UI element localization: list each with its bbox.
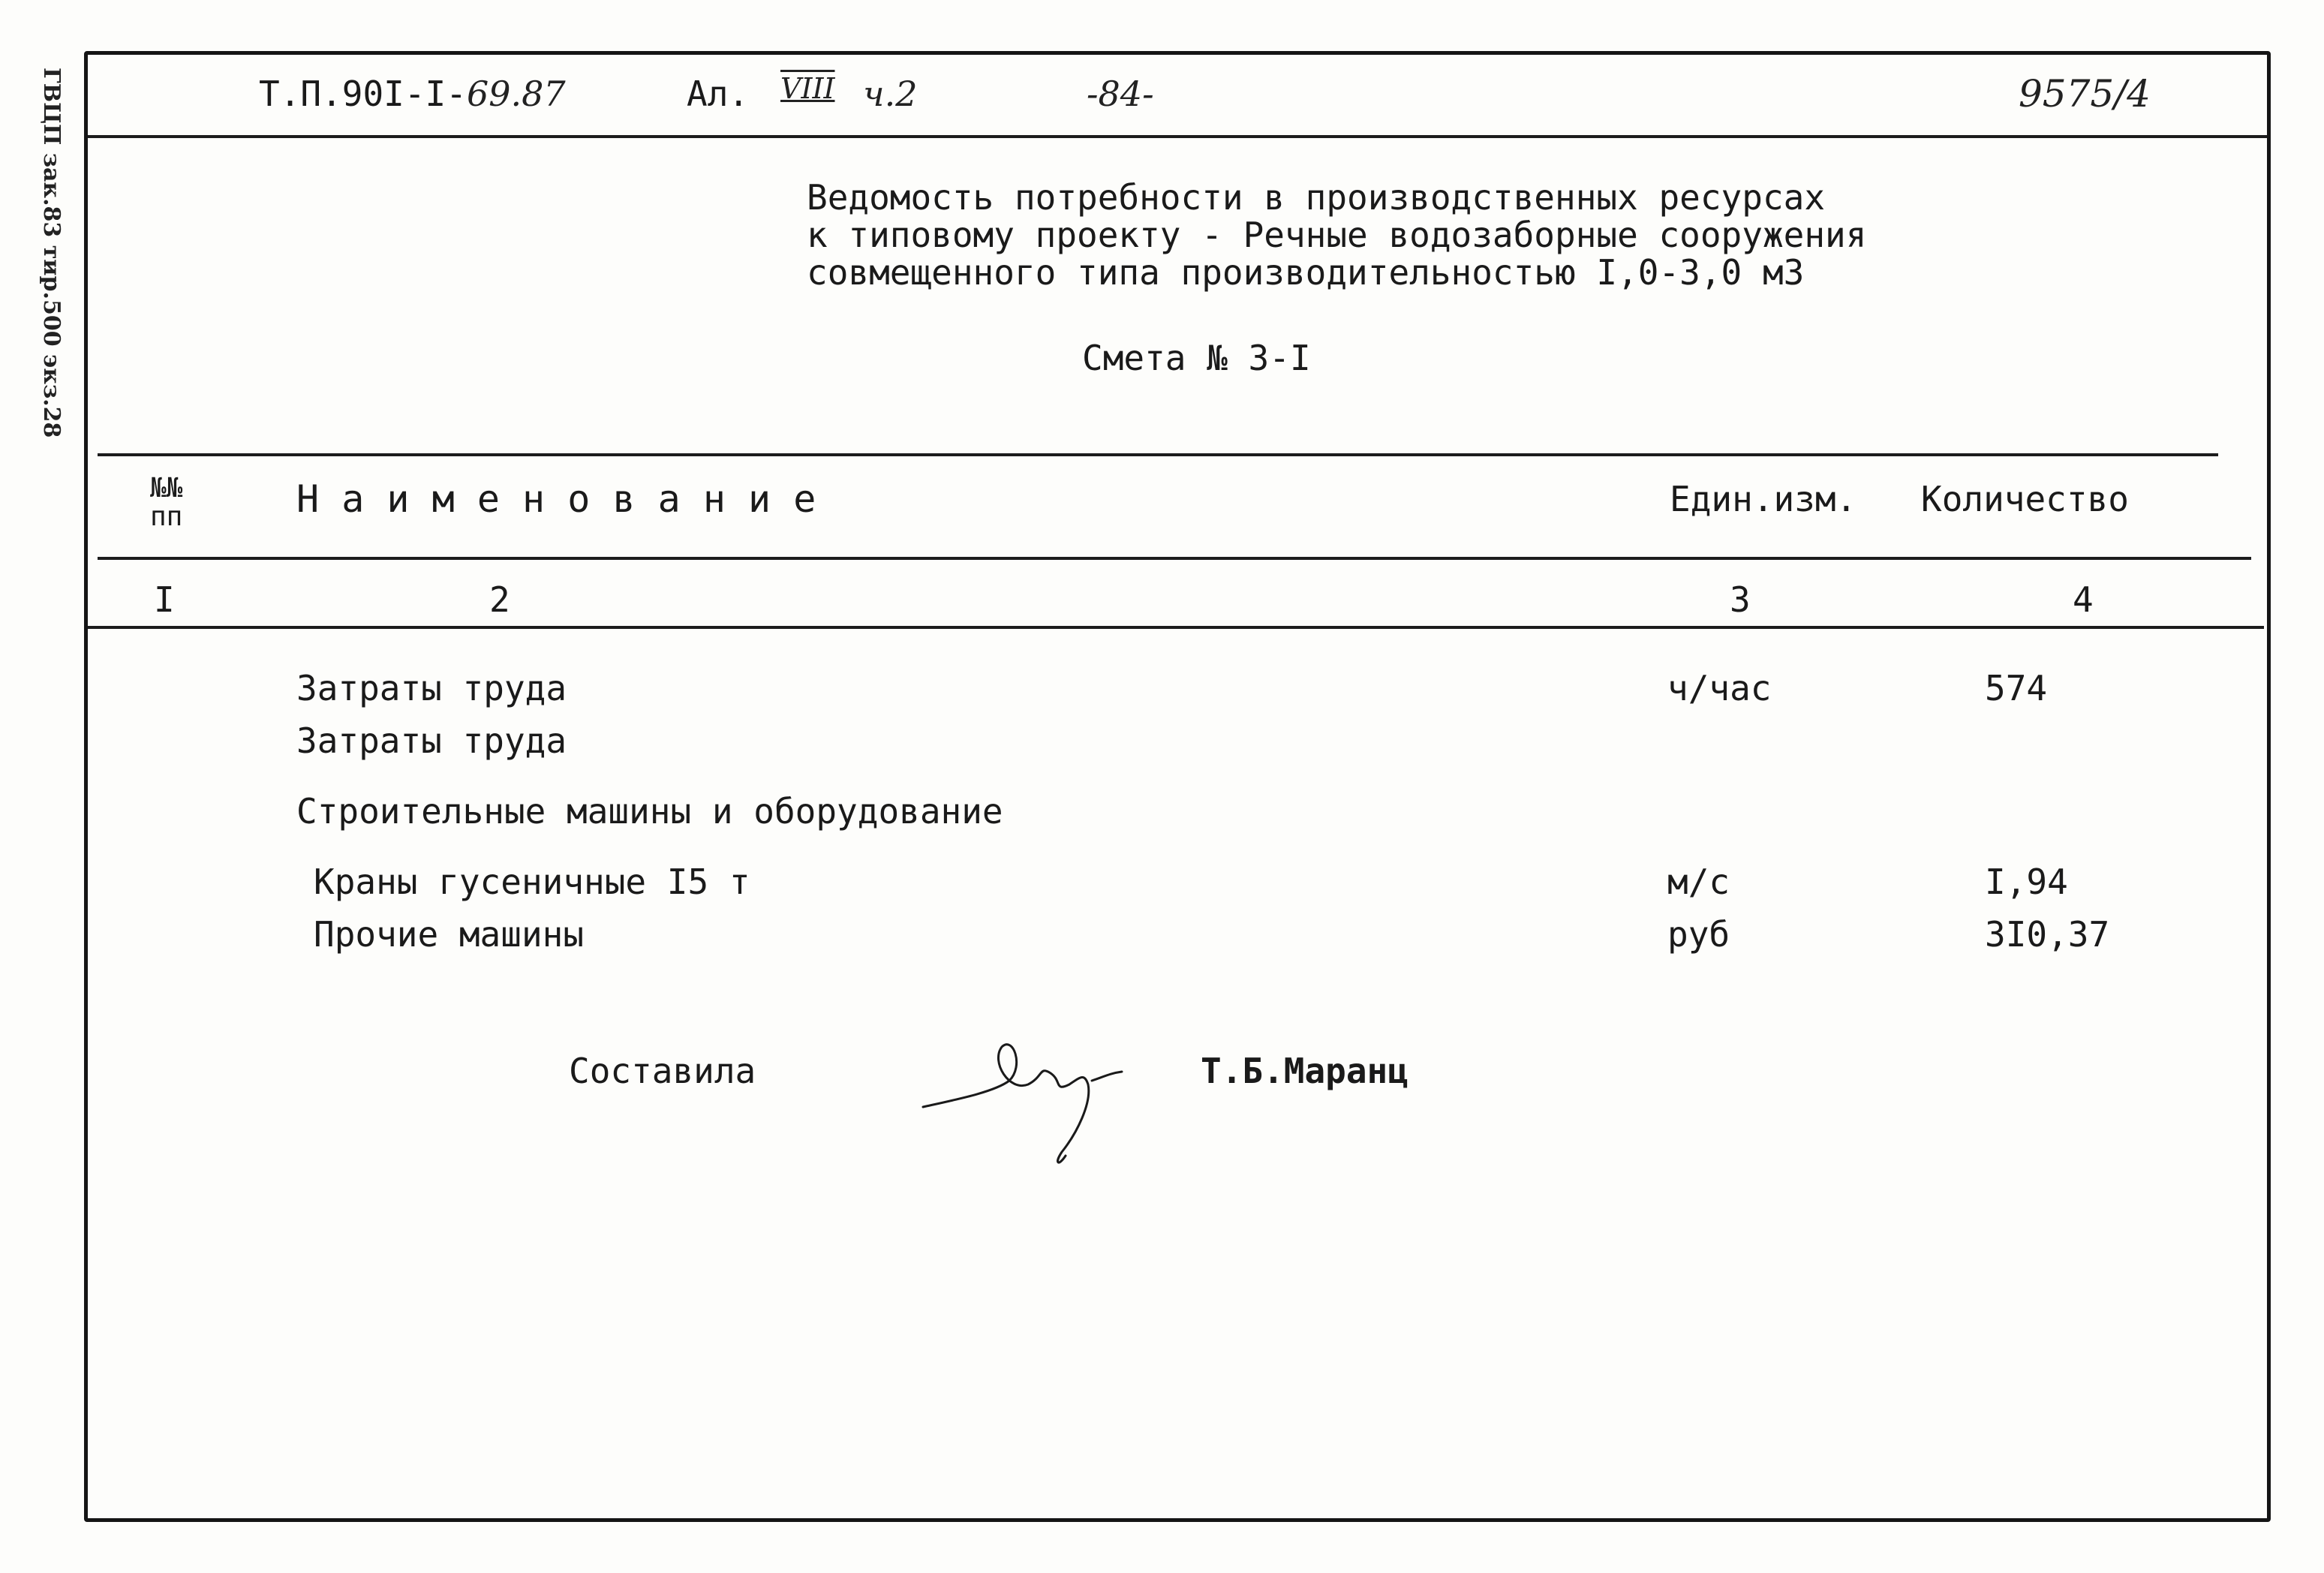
table-numbers-rule bbox=[88, 626, 2264, 629]
row-unit: ч/час bbox=[1667, 668, 1772, 708]
row-unit: м/с bbox=[1667, 862, 1730, 902]
row-unit: руб bbox=[1667, 914, 1730, 955]
row-name: Строительные машины и оборудование bbox=[296, 791, 1003, 832]
sheet-number: 9575/4 bbox=[2019, 72, 2151, 116]
col-header-number: №№ пп bbox=[150, 473, 183, 532]
row-qty: 574 bbox=[1985, 668, 2048, 708]
col-header-qty: Количество bbox=[1921, 479, 2129, 519]
project-code-typed: Т.П.90I-I- bbox=[259, 74, 467, 114]
title-line-3: совмещенного типа производительностью I,0-3,0 м3 bbox=[807, 252, 1805, 293]
table-header-rule bbox=[98, 557, 2251, 560]
row-name: Затраты труда bbox=[296, 720, 567, 761]
side-stamp-text: ГВЦП зак.83 тир.500 экз.28 bbox=[38, 68, 65, 438]
table-top-rule bbox=[98, 453, 2218, 456]
row-name: Затраты труда bbox=[296, 668, 567, 708]
row-qty: I,94 bbox=[1985, 862, 2068, 902]
col-number-2: 2 bbox=[489, 579, 510, 620]
col-header-unit: Един.изм. bbox=[1670, 479, 1857, 519]
album-label: Ал. bbox=[687, 74, 750, 114]
row-name: Прочие машины bbox=[314, 914, 585, 955]
col-number-1: I bbox=[154, 579, 175, 620]
col-number-4: 4 bbox=[2073, 579, 2094, 620]
col-header-name: Н а и м е н о в а н и е bbox=[296, 477, 816, 521]
compiled-by: Т.Б.Маранц bbox=[1201, 1051, 1409, 1091]
side-stamp bbox=[29, 68, 74, 458]
col-number-3: 3 bbox=[1730, 579, 1751, 620]
header-divider bbox=[88, 135, 2267, 138]
album-number: VIII bbox=[780, 72, 835, 105]
estimate-number: Смета № 3-I bbox=[1082, 338, 1311, 378]
title-line-2: к типовому проекту - Речные водозаборные сооружения bbox=[807, 215, 1867, 255]
album-part: ч.2 bbox=[863, 74, 918, 114]
compiled-label: Составила bbox=[569, 1051, 756, 1091]
page-number: -84- bbox=[1087, 74, 1154, 114]
signature bbox=[912, 1021, 1167, 1201]
row-name: Краны гусеничные I5 т bbox=[314, 862, 750, 902]
project-code bbox=[259, 74, 566, 114]
title-line-1: Ведомость потребности в производственных ресурсах bbox=[807, 177, 1826, 218]
project-code-handwritten: 69.87 bbox=[466, 74, 566, 114]
signature-scribble bbox=[912, 1021, 1167, 1201]
row-qty: 3I0,37 bbox=[1985, 914, 2110, 955]
